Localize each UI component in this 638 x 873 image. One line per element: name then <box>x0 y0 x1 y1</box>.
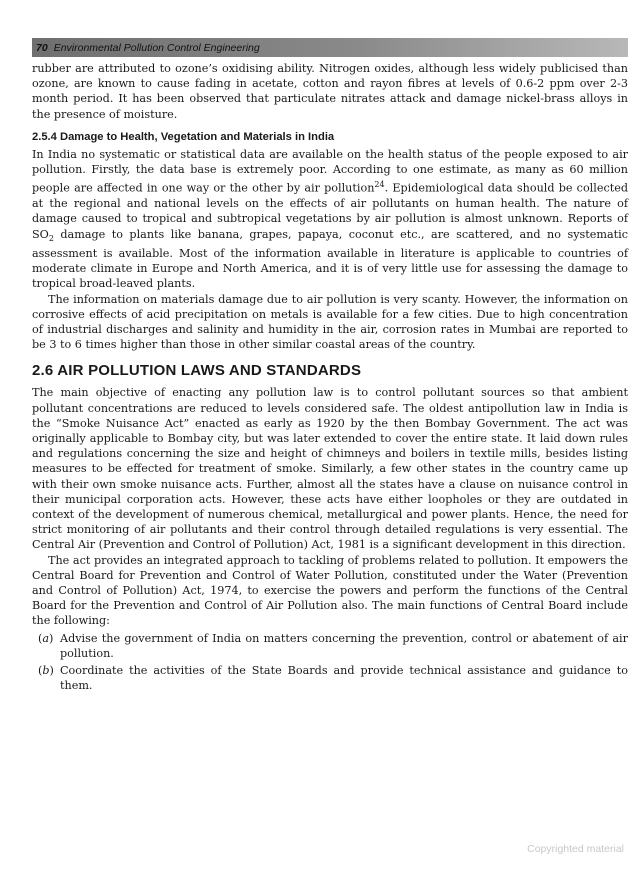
running-title: Environmental Pollution Control Engineering <box>53 41 260 54</box>
section-paragraph-2: The act provides an integrated approach to tackling of problems related to pollution. It empowers the Central Board for Prevention and Control of Water Pollution, constituted under the Water (Prevention and Control of Pollution) Act, 1974, to exercise the powers and perform the functions of the Central Board for the Prevention and Control of Air Pollution also. The main functions of Central Board include the following: <box>32 553 628 628</box>
page-number: 70 <box>36 41 48 54</box>
list-marker: (a) <box>38 631 54 645</box>
para-text-1c: damage to plants like banana, grapes, papaya, coconut etc., are scattered, and no systematic assessment is available. Most of the information available in literature is applicable to countries of moderate climate in Europe and North America, and it is of very little use for assessing the damage to tropical broad-leaved plants. <box>32 227 628 291</box>
reference-superscript: 24 <box>374 180 385 190</box>
book-page <box>32 38 628 695</box>
subsection-paragraph-2: The information on materials damage due to air pollution is very scanty. However, the information on corrosive effects of acid precipitation on metals is available for a few cities. Due to high concentration of industrial discharges and salinity and humidity in the air, corrosion rates in Mumbai are reported to be 3 to 6 times higher than those in other similar coastal areas of the country. <box>32 292 628 352</box>
subsection-heading: 2.5.4 Damage to Health, Vegetation and Materials in India <box>32 130 335 143</box>
para-text-1a: In India no systematic or statistical data are available on the health status of the people exposed to air pollution. Firstly, the data base is extremely poor. According to one estimate, as many as 60 million people are affected in one way or the other by air pollution <box>32 147 628 195</box>
copyright-watermark: Copyrighted material <box>527 843 624 855</box>
list-item <box>32 663 628 693</box>
so2-subscript: 2 <box>48 233 54 243</box>
intro-paragraph: rubber are attributed to ozone’s oxidising ability. Nitrogen oxides, although less widely publicised than ozone, are known to cause fading in acetate, cotton and rayon fibres at levels of 0.6-2 ppm over 2-3 month period. It has been observed that particulate nitrates attack and damage nickel-brass alloys in the presence of moisture. <box>32 62 628 121</box>
list-marker: (b) <box>38 664 54 678</box>
functions-list <box>32 631 628 694</box>
running-header <box>32 38 628 57</box>
subsection-paragraph-1 <box>32 147 628 292</box>
list-item <box>32 631 628 661</box>
section-paragraph-1: The main objective of enacting any pollution law is to control pollutant sources so that ambient pollutant concentrations are reduced to levels considered safe. The oldest antipollution law in India is the “Smoke Nuisance Act” enacted as early as 1920 by the then Bombay Government. The act was originally applicable to Bombay city, but was later extended to cover the entire state. It laid down rules and regulations concerning the size and height of chimneys and boilers in textile mills, besides listing measures to be effected for treatment of smoke. Similarly, a few other states in the country came up with their own smoke nuisance acts. Further, almost all the states have a clause on nuisance control in their municipal corporation acts. However, these acts have either loopholes or they are outdated in context of the development of numerous chemical, metallurgical and power plants. Hence, the need for strict monitoring of air pollutants and their control through detailed regulations is very essential. The Central Air (Prevention and Control of Pollution) Act, 1981 is a significant development in this direction. <box>32 386 628 552</box>
list-item-text: Advise the government of India on matters concerning the prevention, control or abatement of air pollution. <box>60 631 628 660</box>
list-item-text: Coordinate the activities of the State Boards and provide technical assistance and guidance to them. <box>60 664 628 693</box>
para-text-1b: . Epidemiological data should be collected at the regional and national levels on the effects of air pollutants on human health. The nature of damage caused to tropical and subtropical vegetations by air pollution is almost unknown. Reports of SO <box>32 181 628 241</box>
section-heading: 2.6 AIR POLLUTION LAWS AND STANDARDS <box>32 362 362 380</box>
